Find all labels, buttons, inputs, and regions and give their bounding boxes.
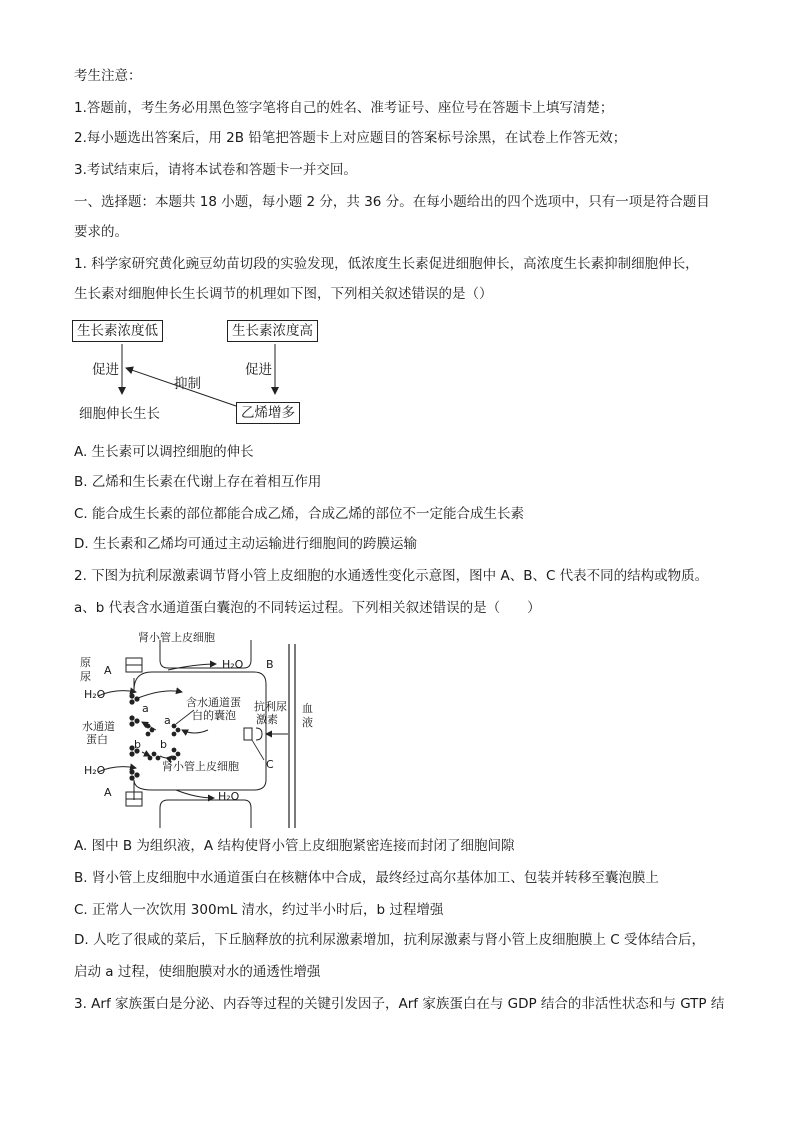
notice-item-3: 3.考试结束后，请将本试卷和答题卡一并交回。 [74,162,357,178]
box-ethylene: 乙烯增多 [236,402,300,424]
q1-option-b: B. 乙烯和生长素在代谢上存在着相互作用 [74,474,322,490]
label-process-a-1: a [142,702,149,715]
label-inhibit: 抑制 [174,376,201,392]
q1-stem-line-1: 1. 科学家研究黄化豌豆幼苗切段的实验发现，低浓度生长素促进细胞伸长，高浓度生长素抑制细胞伸长， [74,256,699,272]
label-h2o-left-top: H₂O [84,688,106,701]
box-auxin-low: 生长素浓度低 [72,320,163,342]
q1-option-d: D. 生长素和乙烯均可通过主动运输进行细胞间的跨膜运输 [74,536,417,552]
label-urine-1: 原 [80,656,91,669]
notice-item-1: 1.答题前，考生务必用黑色签字笔将自己的姓名、准考证号、座位号在答题卡上填写清楚； [74,100,614,116]
q2-option-b: B. 肾小管上皮细胞中水通道蛋白在核糖体中合成，最终经过高尔基体加工、包装并转移至囊泡膜上 [74,870,659,886]
label-cell-inner: 肾小管上皮细胞 [162,760,239,773]
label-process-b-2: b [160,738,167,751]
q1-stem-line-2: 生长素对细胞伸长生长调节的机理如下图，下列相关叙述错误的是（） [74,286,493,302]
notice-title: 考生注意： [74,68,142,84]
box-auxin-high: 生长素浓度高 [227,320,318,342]
section-line-2: 要求的。 [74,224,128,240]
notice-item-2: 2.每小题选出答案后，用 2B 铅笔把答题卡上对应题目的答案标号涂黑，在试卷上作答无效； [74,130,627,146]
label-vesicle-2: 白的囊泡 [192,709,236,722]
label-urine-2: 尿 [80,670,91,683]
label-a-bottom: A [104,786,112,799]
label-h2o-left-bottom: H₂O [84,764,106,777]
q2-stem-line-1: 2. 下图为抗利尿激素调节肾小管上皮细胞的水通透性变化示意图，图中 A、B、C 代表不同的结构或物质。 [74,568,709,584]
label-h2o-right-bottom: H₂O [218,790,240,803]
q3-stem-line-1: 3. Arf 家族蛋白是分泌、内吞等过程的关键引发因子，Arf 家族蛋白在与 GDP 结合的非活性状态和与 GTP 结 [74,996,725,1012]
receptor-c [244,728,252,740]
label-process-b-1: b [134,738,141,751]
q2-option-d-line-1: D. 人吃了很咸的菜后，下丘脑释放的抗利尿激素增加，抗利尿激素与肾小管上皮细胞膜上 C 受体结合后， [74,932,705,948]
label-blood-1: 血 [302,702,313,715]
q1-diagram [70,318,330,430]
q2-stem-line-2: a、b 代表含水通道蛋白囊泡的不同转运过程。下列相关叙述错误的是（ ） [74,600,541,616]
label-cell-growth: 细胞伸长生长 [79,406,160,422]
label-adh-2: 激素 [256,713,278,726]
label-h2o-right-top: H₂O [222,658,244,671]
label-adh-1: 抗利尿 [254,700,287,713]
label-b: B [266,658,274,671]
label-promote-right: 促进 [245,362,272,378]
q2-option-c: C. 正常人一次饮用 300mL 清水，约过半小时后，b 过程增强 [74,902,444,918]
section-line-1: 一、选择题：本题共 18 小题，每小题 2 分，共 36 分。在每小题给出的四个选项中，只有一项是符合题目 [74,194,710,210]
main-cell-outline [134,672,266,800]
label-a-top: A [104,664,112,677]
label-cell-top: 肾小管上皮细胞 [138,631,215,644]
q1-option-a: A. 生长素可以调控细胞的伸长 [74,444,254,460]
q2-diagram [76,630,326,830]
q1-option-c: C. 能合成生长素的部位都能合成乙烯，合成乙烯的部位不一定能合成生长素 [74,506,525,522]
label-promote-left: 促进 [92,362,119,378]
q2-option-d-line-2: 启动 a 过程，使细胞膜对水的通透性增强 [74,964,321,980]
q2-option-a: A. 图中 B 为组织液，A 结构使肾小管上皮细胞紧密连接而封闭了细胞间隙 [74,838,515,854]
label-c: C [266,758,274,771]
label-process-a-2: a [164,714,171,727]
label-channel-1: 水通道 [82,720,115,733]
bottom-cell-outline [160,800,251,828]
label-channel-2: 蛋白 [86,733,108,746]
label-vesicle-1: 含水通道蛋 [186,696,241,709]
label-blood-2: 液 [302,716,313,729]
